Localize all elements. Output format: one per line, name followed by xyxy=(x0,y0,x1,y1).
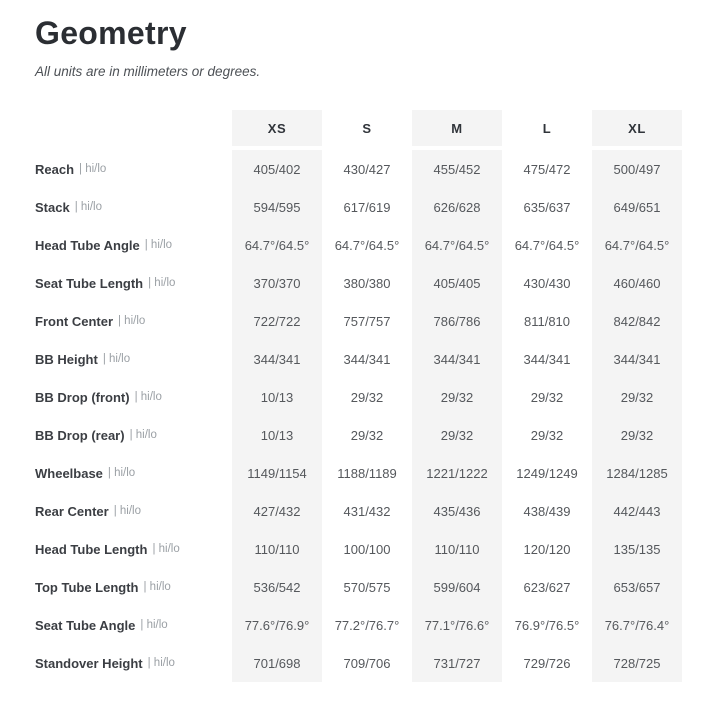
metric-value: 29/32 xyxy=(530,427,564,443)
metric-value: 757/757 xyxy=(343,313,391,329)
metric-value: 344/341 xyxy=(343,351,391,367)
metric-value: 10/13 xyxy=(232,378,322,416)
geometry-table xyxy=(35,110,682,682)
metric-value: 722/722 xyxy=(232,302,322,340)
metric-value: 475/472 xyxy=(523,161,571,177)
metric-name: Reach xyxy=(35,161,75,177)
column-header-l: L xyxy=(542,120,552,136)
table-row xyxy=(35,416,682,454)
row-label xyxy=(35,568,232,606)
hilo-label: | hi/lo xyxy=(107,467,136,479)
metric-value: 617/619 xyxy=(343,199,391,215)
table-row xyxy=(35,226,682,264)
table-row xyxy=(35,454,682,492)
metric-value: 77.1°/76.6° xyxy=(412,606,502,644)
metric-name: Standover Height xyxy=(35,655,143,671)
metric-value: 536/542 xyxy=(232,568,322,606)
metric-name: Head Tube Angle xyxy=(35,237,140,253)
table-row xyxy=(35,264,682,302)
metric-value: 728/725 xyxy=(592,644,682,682)
hilo-label: | hi/lo xyxy=(74,201,102,213)
metric-value: 709/706 xyxy=(343,655,391,671)
metric-name: BB Drop (rear) xyxy=(35,427,125,443)
metric-value: 29/32 xyxy=(412,378,502,416)
metric-value: 64.7°/64.5° xyxy=(412,226,502,264)
metric-value: 811/810 xyxy=(523,313,571,329)
table-row xyxy=(35,302,682,340)
metric-value: 77.2°/76.7° xyxy=(334,617,400,633)
metric-value: 77.6°/76.9° xyxy=(232,606,322,644)
metric-value: 653/657 xyxy=(592,568,682,606)
metric-value: 635/637 xyxy=(523,199,571,215)
row-label xyxy=(35,530,232,568)
metric-value: 427/432 xyxy=(232,492,322,530)
column-header-s: S xyxy=(362,120,372,136)
metric-value: 455/452 xyxy=(412,150,502,188)
hilo-label: | hi/lo xyxy=(118,315,146,327)
metric-value: 1221/1222 xyxy=(412,454,502,492)
metric-name: Stack xyxy=(35,199,70,215)
metric-value: 435/436 xyxy=(412,492,502,530)
metric-name: Wheelbase xyxy=(35,465,103,481)
table-row xyxy=(35,568,682,606)
metric-value: 76.7°/76.4° xyxy=(592,606,682,644)
table-row xyxy=(35,492,682,530)
metric-value: 701/698 xyxy=(232,644,322,682)
metric-name: Rear Center xyxy=(35,503,109,519)
hilo-label: | hi/lo xyxy=(148,277,176,289)
row-label xyxy=(35,454,232,492)
column-header-xl: XL xyxy=(592,110,682,146)
metric-value: 29/32 xyxy=(592,416,682,454)
metric-value: 76.9°/76.5° xyxy=(514,617,580,633)
hilo-label: | hi/lo xyxy=(140,619,168,631)
metric-value: 1249/1249 xyxy=(516,465,578,481)
table-row xyxy=(35,150,682,188)
table-row xyxy=(35,188,682,226)
column-header-m: M xyxy=(412,110,502,146)
hilo-label: | hi/lo xyxy=(102,353,131,365)
table-header-row xyxy=(35,110,682,146)
row-label xyxy=(35,150,232,188)
metric-value: 599/604 xyxy=(412,568,502,606)
row-label xyxy=(35,264,232,302)
metric-value: 500/497 xyxy=(592,150,682,188)
metric-value: 135/135 xyxy=(592,530,682,568)
table-row xyxy=(35,644,682,682)
metric-value: 380/380 xyxy=(343,275,391,291)
metric-value: 649/651 xyxy=(592,188,682,226)
metric-value: 729/726 xyxy=(523,655,571,671)
hilo-label: | hi/lo xyxy=(152,543,180,555)
metric-value: 344/341 xyxy=(412,340,502,378)
metric-value: 786/786 xyxy=(412,302,502,340)
page-subtitle: All units are in millimeters or degrees. xyxy=(35,64,261,79)
metric-name: BB Drop (front) xyxy=(35,389,130,405)
header-spacer xyxy=(35,110,232,146)
metric-value: 29/32 xyxy=(530,389,564,405)
metric-value: 64.7°/64.5° xyxy=(592,226,682,264)
metric-value: 344/341 xyxy=(592,340,682,378)
metric-value: 110/110 xyxy=(232,530,322,568)
metric-value: 29/32 xyxy=(592,378,682,416)
metric-value: 64.7°/64.5° xyxy=(514,237,580,253)
metric-value: 430/427 xyxy=(343,161,391,177)
metric-value: 842/842 xyxy=(592,302,682,340)
metric-value: 10/13 xyxy=(232,416,322,454)
metric-value: 438/439 xyxy=(523,503,571,519)
metric-value: 64.7°/64.5° xyxy=(334,237,400,253)
metric-name: Head Tube Length xyxy=(35,541,148,557)
metric-value: 120/120 xyxy=(523,541,571,557)
metric-value: 431/432 xyxy=(343,503,391,519)
metric-value: 570/575 xyxy=(343,579,391,595)
table-row xyxy=(35,378,682,416)
metric-value: 460/460 xyxy=(592,264,682,302)
metric-value: 1149/1154 xyxy=(232,454,322,492)
row-label xyxy=(35,606,232,644)
metric-name: Seat Tube Angle xyxy=(35,617,136,633)
metric-value: 430/430 xyxy=(523,275,571,291)
hilo-label: | hi/lo xyxy=(134,391,162,403)
table-row xyxy=(35,340,682,378)
table-body xyxy=(35,150,682,682)
metric-value: 29/32 xyxy=(412,416,502,454)
metric-value: 64.7°/64.5° xyxy=(232,226,322,264)
row-label xyxy=(35,226,232,264)
metric-value: 100/100 xyxy=(343,541,391,557)
row-label xyxy=(35,302,232,340)
row-label xyxy=(35,492,232,530)
metric-name: Front Center xyxy=(35,313,113,329)
metric-value: 370/370 xyxy=(232,264,322,302)
row-label xyxy=(35,188,232,226)
row-label xyxy=(35,378,232,416)
hilo-label: | hi/lo xyxy=(79,163,107,175)
metric-value: 626/628 xyxy=(412,188,502,226)
page-title: Geometry xyxy=(35,15,187,51)
row-label xyxy=(35,644,232,682)
metric-value: 405/405 xyxy=(412,264,502,302)
hilo-label: | hi/lo xyxy=(113,505,141,517)
metric-value: 405/402 xyxy=(232,150,322,188)
metric-value: 344/341 xyxy=(523,351,571,367)
column-header-xs: XS xyxy=(232,110,322,146)
table-row xyxy=(35,530,682,568)
metric-value: 731/727 xyxy=(412,644,502,682)
metric-value: 1284/1285 xyxy=(592,454,682,492)
metric-name: Seat Tube Length xyxy=(35,275,144,291)
hilo-label: | hi/lo xyxy=(147,657,175,669)
metric-value: 1188/1189 xyxy=(337,465,397,481)
hilo-label: | hi/lo xyxy=(143,581,171,593)
row-label xyxy=(35,416,232,454)
metric-value: 29/32 xyxy=(350,389,384,405)
row-label xyxy=(35,340,232,378)
hilo-label: | hi/lo xyxy=(144,239,173,251)
metric-value: 29/32 xyxy=(350,427,384,443)
metric-value: 442/443 xyxy=(592,492,682,530)
hilo-label: | hi/lo xyxy=(129,429,157,441)
metric-value: 594/595 xyxy=(232,188,322,226)
metric-value: 623/627 xyxy=(523,579,571,595)
metric-value: 344/341 xyxy=(232,340,322,378)
metric-name: Top Tube Length xyxy=(35,579,139,595)
metric-value: 110/110 xyxy=(412,530,502,568)
metric-name: BB Height xyxy=(35,351,98,367)
table-row xyxy=(35,606,682,644)
